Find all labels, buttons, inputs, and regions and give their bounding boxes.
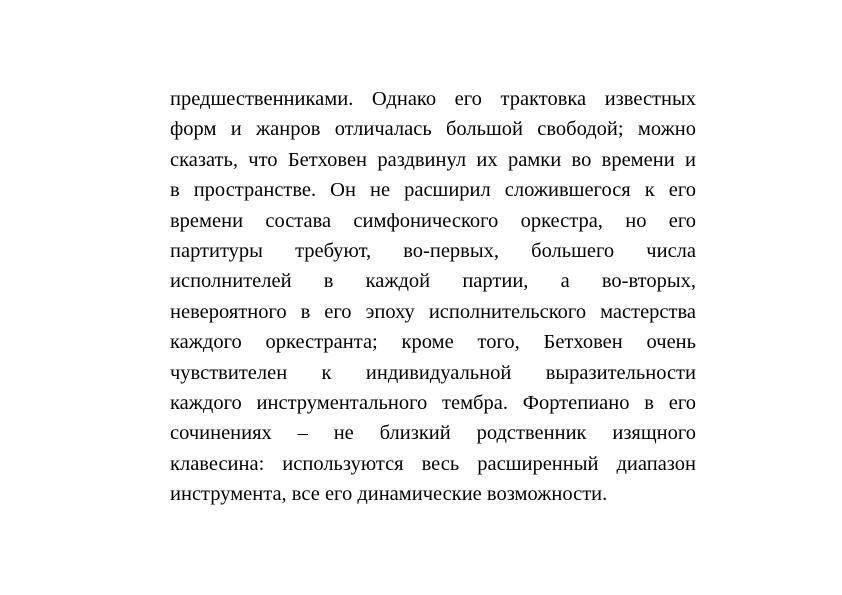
text-line: невероятного в его эпоху исполнительского мастерства bbox=[170, 300, 696, 323]
text-line: времени состава симфонического оркестра, но его bbox=[170, 209, 696, 232]
body-paragraph bbox=[170, 84, 696, 509]
text-line: инструмента, все его динамические возможности. bbox=[170, 483, 608, 506]
text-line: чувствителен к индивидуальной выразительности bbox=[170, 361, 696, 384]
text-line: в пространстве. Он не расширил сложившегося к его bbox=[170, 179, 696, 202]
text-line: каждого оркестранта; кроме того, Бетховен очень bbox=[170, 331, 696, 354]
text-line: клавесина: используются весь расширенный диапазон bbox=[170, 452, 696, 475]
text-line: каждого инструментального тембра. Фортепиано в его bbox=[170, 391, 696, 414]
text-line: исполнителей в каждой партии, а во-вторых, bbox=[170, 270, 696, 293]
text-line: предшественниками. Однако его трактовка известных bbox=[170, 88, 696, 110]
text-line: форм и жанров отличалась большой свободой; можно bbox=[170, 118, 696, 141]
text-line: сочинениях – не близкий родственник изящного bbox=[170, 422, 696, 445]
text-line: сказать, что Бетховен раздвинул их рамки во времени и bbox=[170, 148, 696, 171]
text-line: партитуры требуют, во-первых, большего числа bbox=[170, 239, 696, 262]
